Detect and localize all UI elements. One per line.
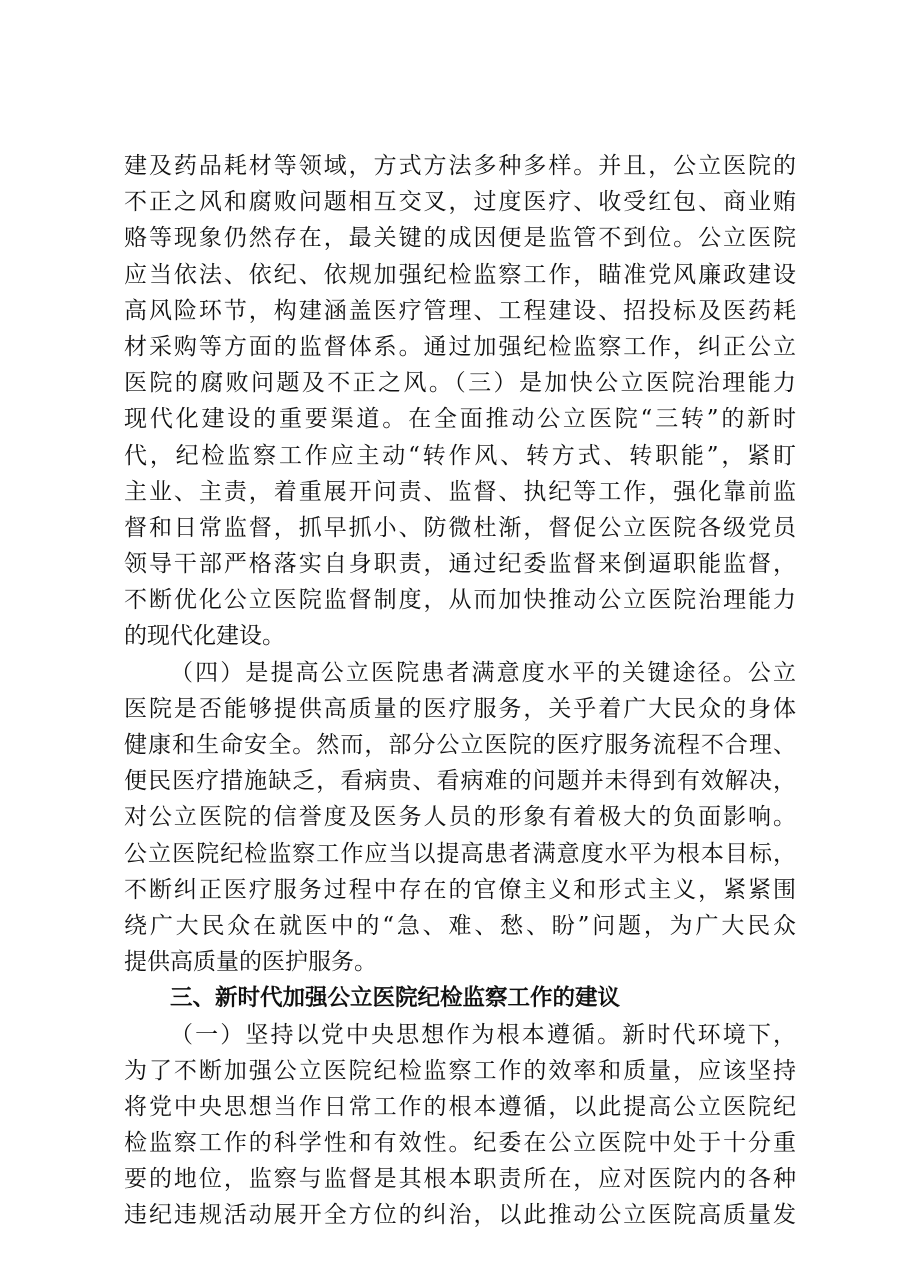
text-line: 不断纠正医疗服务过程中存在的官僚主义和形式主义，紧紧围 xyxy=(124,876,796,903)
text-line: 主业、主责，着重展开问责、监督、执纪等工作，强化靠前监 xyxy=(124,478,796,505)
text-line: 检监察工作的科学性和有效性。纪委在公立医院中处于十分重 xyxy=(124,1130,796,1157)
text-line: 建及药品耗材等领域，方式方法多种多样。并且，公立医院的 xyxy=(124,153,796,179)
section-heading: 三、新时代加强公立医院纪检监察工作的建议 xyxy=(170,985,621,1012)
text-line: 医院是否能够提供高质量的医疗服务，关乎着广大民众的身体 xyxy=(124,695,796,722)
text-line: 健康和生命安全。然而，部分公立医院的医疗服务流程不合理、 xyxy=(124,732,796,758)
text-line: 为了不断加强公立医院纪检监察工作的效率和质量，应该坚持 xyxy=(124,1057,796,1084)
paragraph-3 xyxy=(124,1017,796,1234)
text-line: 赂等现象仍然存在，最关键的成因便是监管不到位。公立医院 xyxy=(124,225,796,252)
text-line: 不断优化公立医院监督制度，从而加快推动公立医院治理能力 xyxy=(124,587,796,614)
text-line: 督和日常监督，抓早抓小、防微杜渐，督促公立医院各级党员 xyxy=(124,514,796,541)
text-line: 提供高质量的医护服务。 xyxy=(124,949,377,976)
text-line: 公立医院纪检监察工作应当以提高患者满意度水平为根本目标， xyxy=(124,840,796,867)
text-line: 材采购等方面的监督体系。通过加强纪检监察工作，纠正公立 xyxy=(124,333,796,360)
text-line: 现代化建设的重要渠道。在全面推动公立医院“三转”的新时 xyxy=(124,406,796,433)
text-line: 违纪违规活动展开全方位的纠治，以此推动公立医院高质量发 xyxy=(124,1202,796,1229)
text-line: 医院的腐败问题及不正之风。（三）是加快公立医院治理能力 xyxy=(124,370,796,397)
paragraph-2 xyxy=(124,655,796,981)
text-line: 绕广大民众在就医中的“急、难、愁、盼”问题，为广大民众 xyxy=(124,912,796,939)
paragraph-1 xyxy=(124,148,796,655)
text-line: 高风险环节，构建涵盖医疗管理、工程建设、招投标及医药耗 xyxy=(124,297,796,324)
text-line: 应当依法、依纪、依规加强纪检监察工作，瞄准党风廉政建设 xyxy=(124,261,796,288)
text-line: 代，纪检监察工作应主动“转作风、转方式、转职能”，紧盯 xyxy=(124,442,796,469)
text-line: 不正之风和腐败问题相互交叉，过度医疗、收受红包、商业贿 xyxy=(124,189,796,216)
text-line: 对公立医院的信誉度及医务人员的形象有着极大的负面影响。 xyxy=(124,804,796,831)
text-line: 的现代化建设。 xyxy=(124,623,285,650)
text-line: 便民医疗措施缺乏，看病贵、看病难的问题并未得到有效解决， xyxy=(124,768,796,795)
text-line: （一）坚持以党中央思想作为根本遵循。新时代环境下， xyxy=(170,1021,796,1048)
text-line: 领导干部严格落实自身职责，通过纪委监督来倒逼职能监督， xyxy=(124,551,796,578)
text-line: 要的地位，监察与监督是其根本职责所在，应对医院内的各种 xyxy=(124,1166,796,1193)
document-body xyxy=(124,148,796,1234)
text-line: 将党中央思想当作日常工作的根本遵循，以此提高公立医院纪 xyxy=(124,1093,796,1120)
text-line: （四）是提高公立医院患者满意度水平的关键途径。公立 xyxy=(170,659,796,686)
